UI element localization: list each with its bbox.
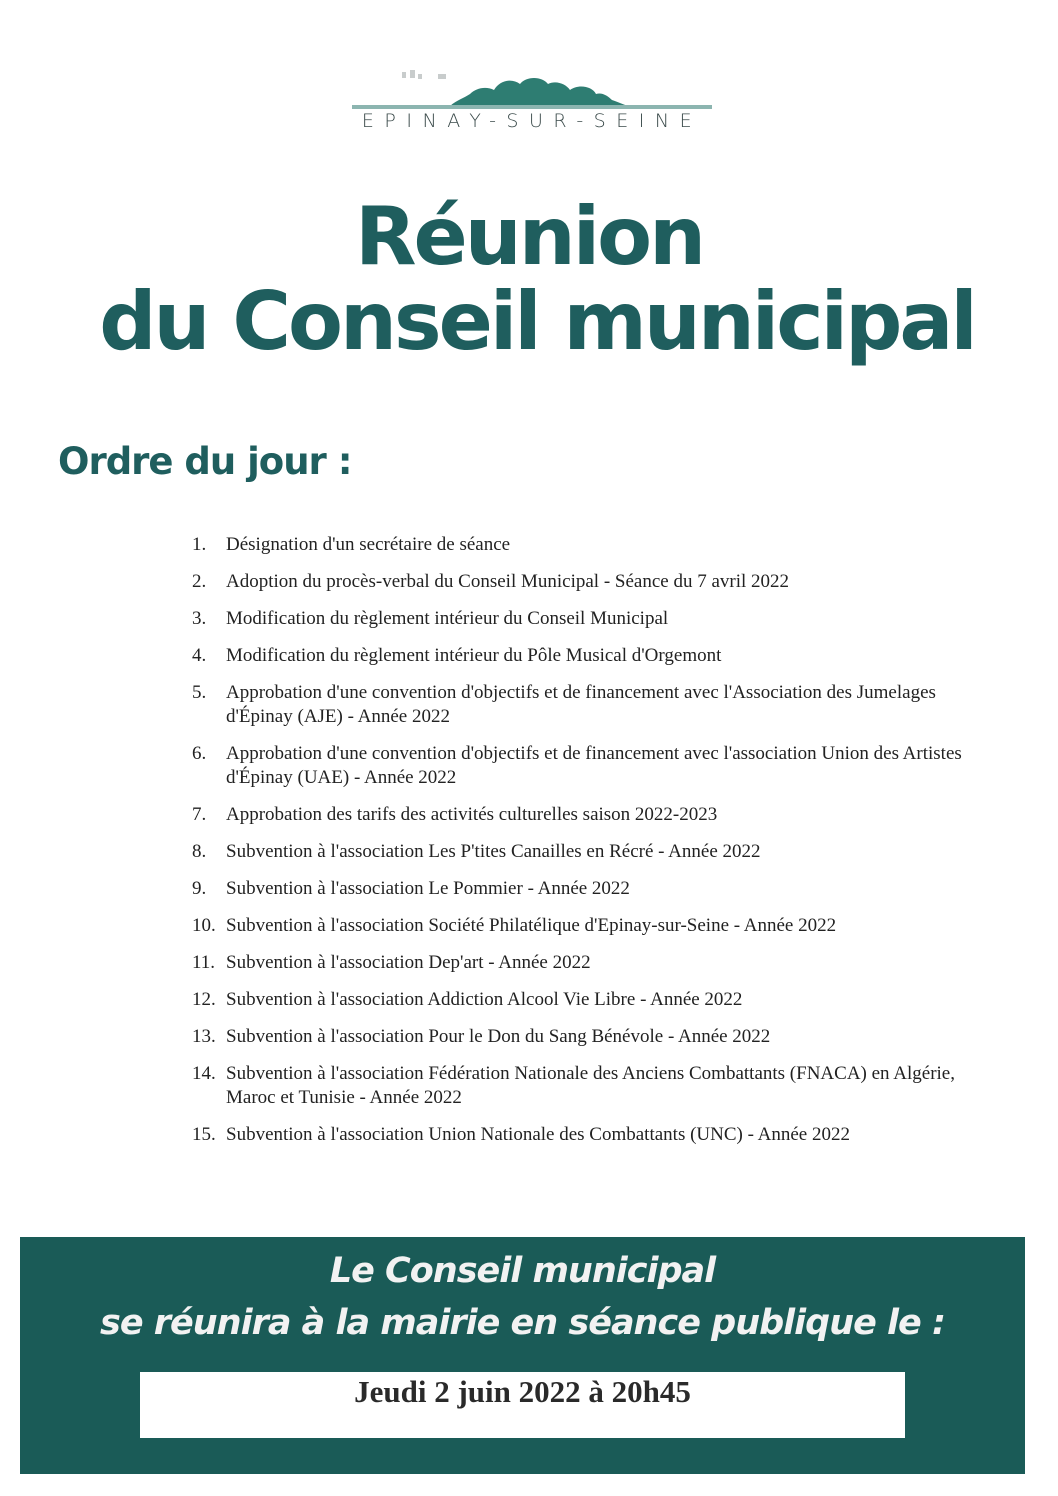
agenda-item-text: Subvention à l'association Addiction Alcool Vie Libre - Année 2022 [226, 989, 743, 1010]
agenda-item-text: Subvention à l'association Pour le Don du Sang Bénévole - Année 2022 [226, 1026, 771, 1047]
agenda-item-number: 11. [192, 952, 216, 973]
agenda-item-text: Subvention à l'association Union Nationale des Combattants (UNC) - Année 2022 [226, 1124, 850, 1145]
agenda-item-text: Approbation d'une convention d'objectifs et de financement avec l'Association des Jumelages d'Épinay (AJE) - Année 2022 [226, 682, 936, 727]
agenda-item-text: Subvention à l'association Les P'tites Canailles en Récré - Année 2022 [226, 841, 761, 862]
agenda-item-number: 5. [192, 682, 207, 703]
agenda-item-text: Approbation d'une convention d'objectifs et de financement avec l'association Union des Artistes d'Épinay (UAE) - Année 2022 [226, 743, 962, 788]
agenda-item-number: 14. [192, 1063, 216, 1084]
skyline-logo-icon [352, 66, 712, 110]
agenda-item-number: 15. [192, 1124, 216, 1145]
agenda-item-number: 7. [192, 804, 207, 825]
agenda-item [192, 1025, 972, 1049]
agenda-item-text: Subvention à l'association Société Philatélique d'Epinay-sur-Seine - Année 2022 [226, 915, 837, 936]
agenda-item-text: Désignation d'un secrétaire de séance [226, 534, 511, 555]
agenda-item-text: Subvention à l'association Le Pommier - Année 2022 [226, 878, 630, 899]
agenda-item-text: Subvention à l'association Fédération Nationale des Anciens Combattants (FNACA) en Algérie, Maroc et Tunisie - Année 2022 [226, 1063, 955, 1108]
agenda-item [192, 840, 972, 864]
agenda-item [192, 607, 972, 631]
agenda-item [192, 1123, 972, 1147]
agenda-item [192, 533, 972, 557]
agenda-item-number: 6. [192, 743, 207, 764]
agenda-item-number: 9. [192, 878, 207, 899]
agenda-item [192, 742, 972, 790]
agenda-item [192, 570, 972, 594]
agenda-item [192, 877, 972, 901]
agenda-heading: Ordre du jour : [58, 440, 352, 483]
meeting-banner [20, 1237, 1025, 1474]
agenda-item-number: 4. [192, 645, 207, 666]
agenda-item-number: 12. [192, 989, 216, 1010]
agenda-item-text: Approbation des tarifs des activités culturelles saison 2022-2023 [226, 804, 718, 825]
agenda-item-text: Modification du règlement intérieur du Pôle Musical d'Orgemont [226, 645, 722, 666]
agenda-item [192, 803, 972, 827]
agenda-item-number: 13. [192, 1026, 216, 1047]
page-title-line2: du Conseil municipal [99, 275, 975, 368]
agenda-item-number: 3. [192, 608, 207, 629]
agenda-item-text: Adoption du procès-verbal du Conseil Municipal - Séance du 7 avril 2022 [226, 571, 790, 592]
agenda-item [192, 988, 972, 1012]
agenda-item-number: 2. [192, 571, 207, 592]
page-title-line1: Réunion [354, 190, 704, 283]
agenda-item [192, 951, 972, 975]
city-logo [352, 66, 712, 136]
meeting-date-box [140, 1372, 905, 1438]
agenda-item-number: 10. [192, 915, 216, 936]
agenda-item [192, 644, 972, 668]
agenda-item [192, 681, 972, 729]
agenda-item-number: 1. [192, 534, 207, 555]
agenda-item-number: 8. [192, 841, 207, 862]
agenda-item-text: Subvention à l'association Dep'art - Année 2022 [226, 952, 591, 973]
banner-line2: se réunira à la mairie en séance publique le : [100, 1303, 945, 1343]
meeting-date: Jeudi 2 juin 2022 à 20h45 [354, 1374, 691, 1409]
agenda-item-text: Modification du règlement intérieur du Conseil Municipal [226, 608, 669, 629]
agenda-item [192, 1062, 972, 1110]
agenda-item [192, 914, 972, 938]
agenda-list [192, 533, 972, 1160]
city-name: EPINAY-SUR-SEINE [361, 110, 703, 132]
banner-line1: Le Conseil municipal [329, 1251, 716, 1291]
